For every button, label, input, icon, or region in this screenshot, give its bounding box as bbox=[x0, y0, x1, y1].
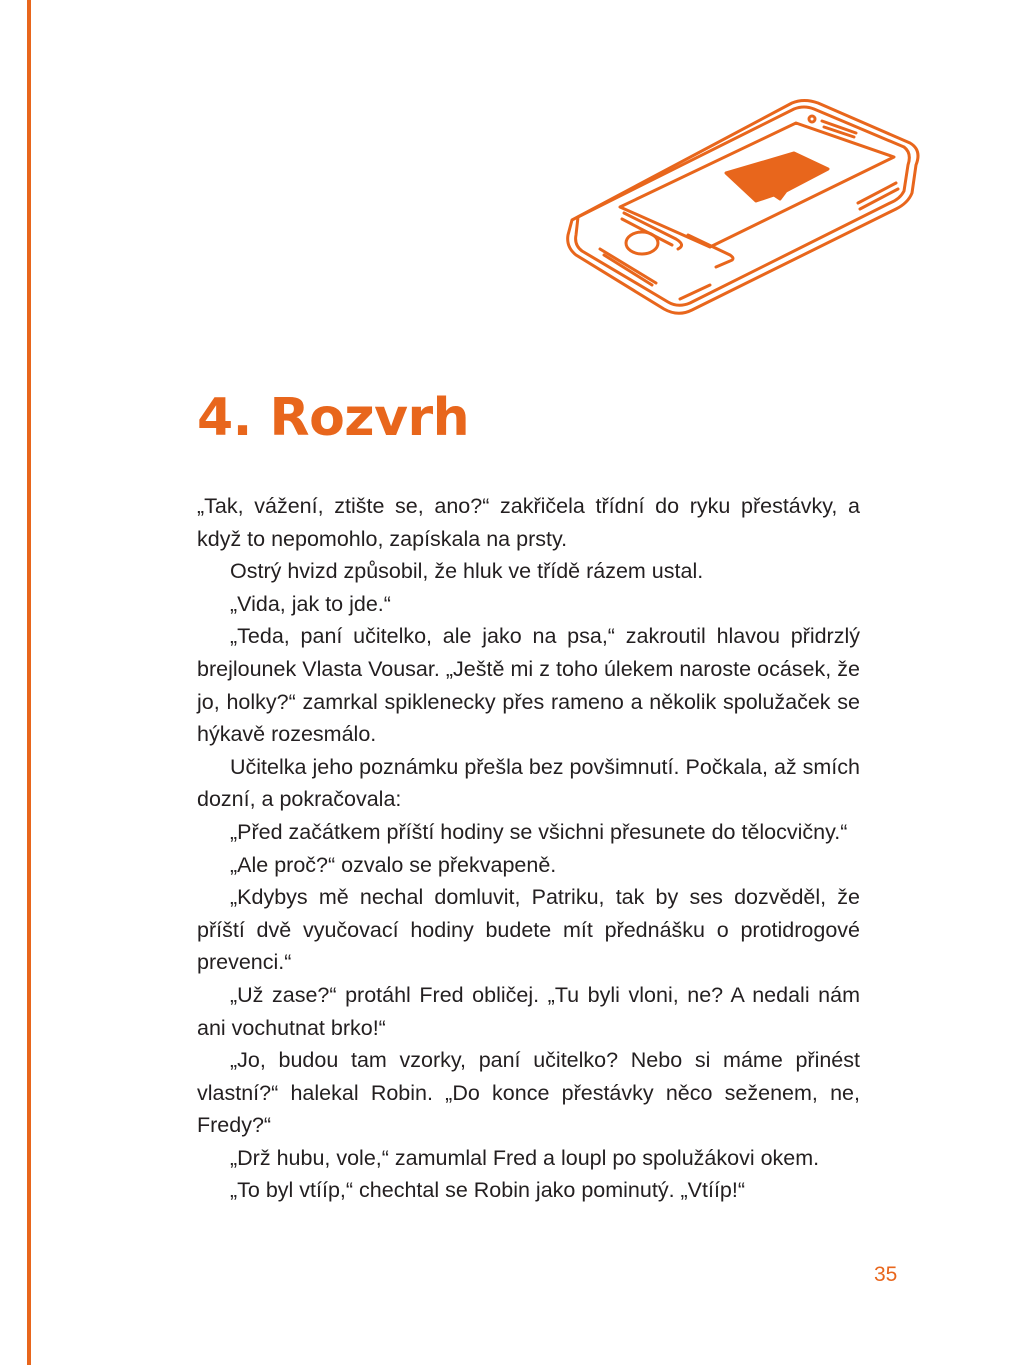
page-number: 35 bbox=[874, 1263, 898, 1286]
paragraph: „Jo, budou tam vzorky, paní učitelko? Nebo si máme přinést vlastní?“ halekal Robin. „Do konce přestávky něco seženem, ne, Fredy?“ bbox=[197, 1048, 860, 1138]
paragraph: „To byl vtííp,“ chechtal se Robin jako pominutý. „Vtííp!“ bbox=[230, 1178, 746, 1203]
paragraph: „Před začátkem příští hodiny se všichni přesunete do tělocvičny.“ bbox=[230, 819, 848, 844]
margin-line bbox=[27, 0, 31, 1365]
paragraph: „Tak, vážení, ztište se, ano?“ zakřičela třídní do ryku přestávky, a když to nepomohlo, zapískala na prsty. bbox=[197, 494, 860, 551]
chapter-title: 4. Rozvrh bbox=[197, 388, 470, 448]
paragraph: „Kdybys mě nechal domluvit, Patriku, tak by ses dozvěděl, že příští dvě vyučovací hodiny budete mít přednášku o protidrogové prevenci.“ bbox=[197, 885, 860, 975]
paragraph: „Teda, paní učitelko, ale jako na psa,“ zakroutil hlavou přidrzlý brejlounek Vlasta Vousar. „Ještě mi z toho úlekem naroste ocásek, že jo, holky?“ zamrkal spiklenecky přes rameno a několik spolužaček se hýkavě rozesmálo. bbox=[197, 624, 860, 747]
smartphone-icon bbox=[560, 95, 925, 320]
paragraph: „Vida, jak to jde.“ bbox=[230, 591, 391, 616]
paragraph: Učitelka jeho poznámku přešla bez povšimnutí. Počkala, až smích dozní, a pokračovala: bbox=[197, 754, 860, 812]
paragraph: Ostrý hvizd způsobil, že hluk ve třídě rázem ustal. bbox=[230, 559, 704, 584]
paragraph: „Drž hubu, vole,“ zamumlal Fred a loupl po spolužákovi okem. bbox=[230, 1145, 820, 1170]
paragraph: „Ale proč?“ ozvalo se překvapeně. bbox=[230, 852, 557, 877]
paragraph: „Už zase?“ protáhl Fred obličej. „Tu byli vloni, ne? A nedali nám ani vochutnat brko!“ bbox=[197, 982, 860, 1040]
chapter-body bbox=[197, 490, 860, 1207]
